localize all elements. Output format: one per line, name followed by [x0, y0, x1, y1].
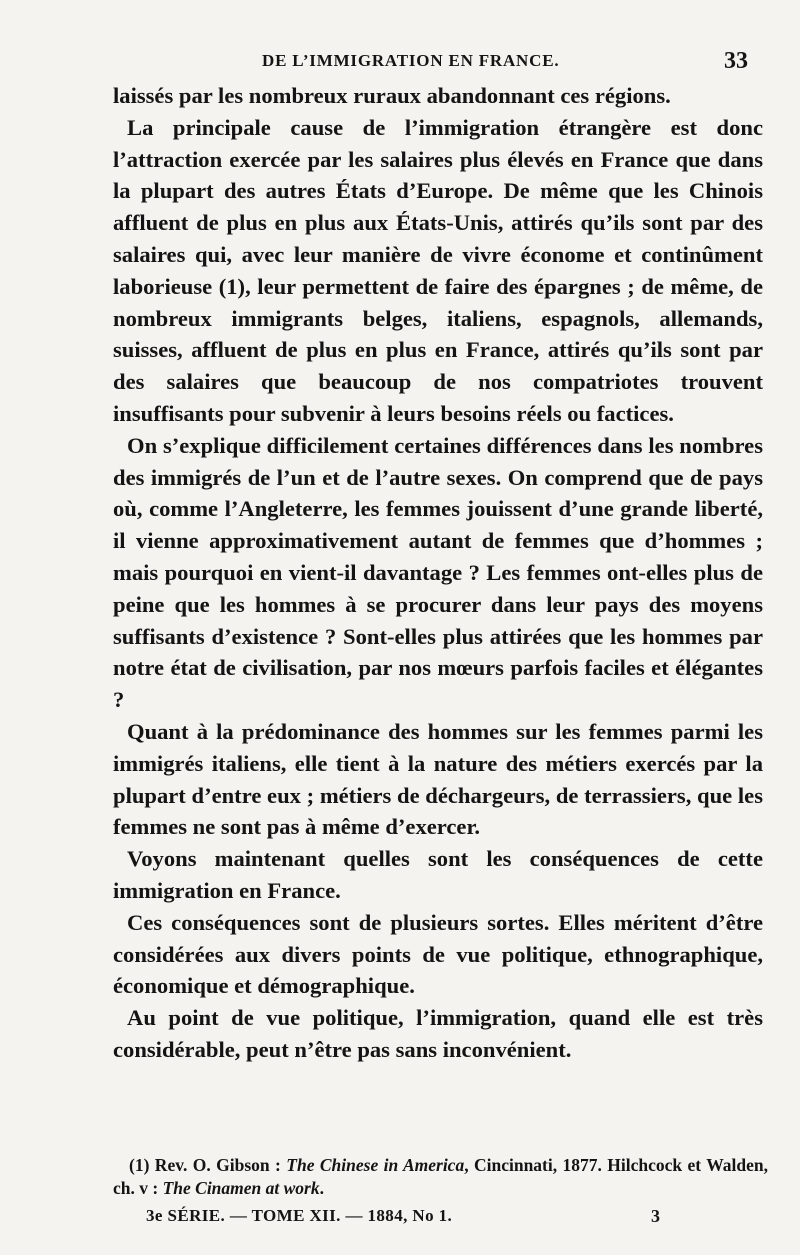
footnote-end: . [319, 1178, 324, 1198]
footnote-title-1: The Chinese in America [286, 1155, 465, 1175]
running-title: DE L’IMMIGRATION EN FRANCE. [262, 51, 560, 70]
signature-line [0, 1206, 800, 1236]
paragraph-7: Au point de vue politique, l’immigration, quand elle est très considérable, peut n’être pas sans inconvénient. [113, 1005, 763, 1062]
running-head [0, 48, 800, 78]
footnote-pre: Rev. O. Gibson : [149, 1155, 287, 1175]
series-volume: 3e SÉRIE. — TOME XII. — 1884, No 1. [146, 1206, 453, 1225]
sheet-number: 3 [651, 1206, 660, 1226]
footnote-text [113, 1154, 768, 1200]
footnote [113, 1154, 768, 1200]
body-text [113, 80, 763, 1066]
paragraph-5: Voyons maintenant quelles sont les conséquences de cette immigration en France. [113, 846, 763, 903]
paragraph-1: laissés par les nombreux ruraux abandonnant ces régions. [113, 83, 671, 108]
footnote-marker: (1) [129, 1155, 150, 1175]
page-number: 33 [724, 48, 748, 74]
paragraph-2: La principale cause de l’immigration étrangère est donc l’attraction exercée par les salaires plus élevés en France que dans la plupart des autres États d’Europe. De même que les Chinois affluent de plus en plus aux États-Unis, attirés qu’ils sont par des salaires qui, avec leur manière de vivre économe et continûment laborieuse (1), leur permettent de faire des épargnes ; de même, de nombreux immigrants belges, italiens, espagnols, allemands, suisses, affluent de plus en plus en France, attirés qu’ils sont par des salaires que beaucoup de nos compatriotes trouvent insuffisants pour subvenir à leurs besoins réels ou factices. [113, 114, 763, 426]
paragraph-6: Ces conséquences sont de plusieurs sortes. Elles méritent d’être considérées aux divers points de vue politique, ethnographique, économique et démographique. [113, 909, 763, 999]
paragraph-3: On s’explique difficilement certaines différences dans les nombres des immigrés de l’un et de l’autre sexes. On comprend que de pays où, comme l’Angleterre, les femmes jouissent d’une grande liberté, il vienne approximativement autant de femmes que d’hommes ; mais pourquoi en vient-il davantage ? Les femmes ont-elles plus de peine que les hommes à se procurer dans leur pays des moyens suffisants d’existence ? Sont-elles plus attirées que les hommes par notre état de civilisation, par nos mœurs parfois faciles et élégantes ? [113, 432, 763, 713]
footnote-mid: , Cincinnati, 1877. Hilchcock et Walden, ch. v : [113, 1155, 768, 1198]
paragraph-4: Quant à la prédominance des hommes sur les femmes parmi les immigrés italiens, elle tient à la nature des métiers exercés par la plupart d’entre eux ; métiers de déchargeurs, de terrassiers, que les femmes ne sont pas à même d’exercer. [113, 718, 763, 840]
footnote-title-2: The Cinamen at work [162, 1178, 320, 1198]
